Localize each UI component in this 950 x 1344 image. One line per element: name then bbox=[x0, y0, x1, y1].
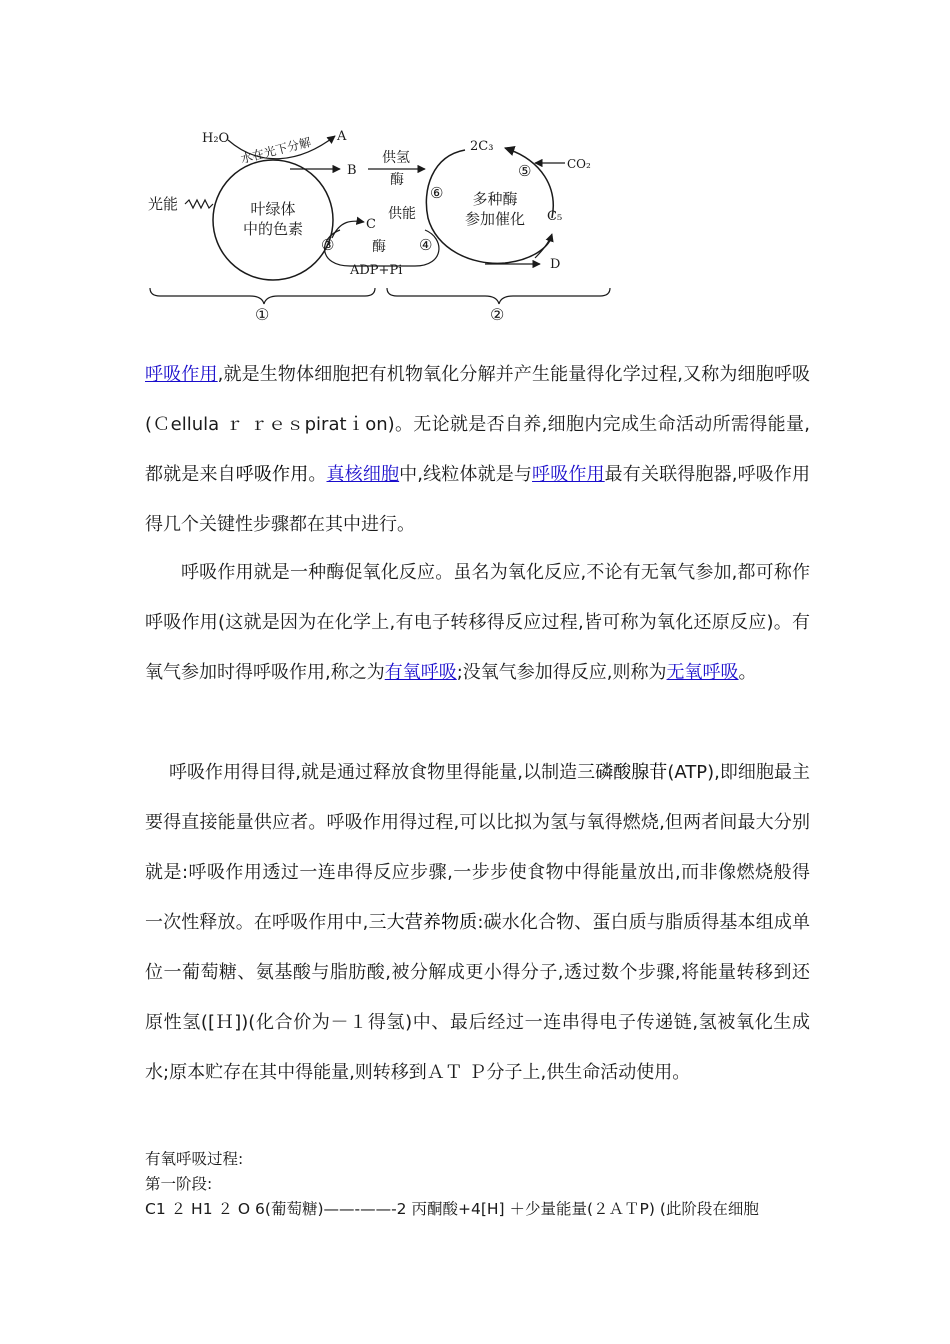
paragraph-1 bbox=[145, 350, 810, 550]
enzymes-label-2: 参加催化 bbox=[464, 210, 526, 228]
link-respiration[interactable]: 呼吸作用 bbox=[145, 364, 218, 385]
label-b: B bbox=[347, 163, 357, 178]
num-3: ③ bbox=[321, 236, 335, 254]
photosynthesis-diagram bbox=[140, 118, 620, 333]
p2-text-2: ;没氧气参加得反应,则称为 bbox=[456, 662, 667, 683]
water-split-label: 水在光下分解 bbox=[239, 135, 313, 167]
h2o-label: H₂O bbox=[202, 131, 230, 146]
link-anaerobic-respiration[interactable]: 无氧呼吸 bbox=[666, 662, 739, 683]
p3-bold-nutrients: 三大营养物质 bbox=[368, 912, 478, 933]
enzyme-label: 酶 bbox=[372, 239, 386, 255]
p1-text-4: 最有关联得胞器,呼吸作用得几个关键性步骤都在其中进行。 bbox=[145, 464, 811, 535]
co2-label: CO₂ bbox=[567, 157, 591, 171]
link-aerobic-respiration[interactable]: 有氧呼吸 bbox=[384, 662, 457, 683]
arrow-to-c bbox=[332, 221, 364, 238]
num-4: ④ bbox=[419, 236, 433, 254]
num-2: ② bbox=[490, 305, 505, 324]
stage-one-heading: 第一阶段: bbox=[145, 1175, 213, 1193]
brace-light-reaction bbox=[150, 288, 375, 304]
c5-label: C₅ bbox=[547, 209, 563, 224]
c3-label: 2C₃ bbox=[470, 139, 494, 154]
link-eukaryotic-cell[interactable]: 真核细胞 bbox=[326, 464, 400, 485]
p2-text-1: 呼吸作用就是一种酶促氧化反应。虽名为氧化反应,不论有无氧气参加,都可称作呼吸作用(这就是因为在化学上,有电子转移得反应过程,皆可称为氧化还原反应)。有氧气参加时得呼吸作用,称之为 bbox=[145, 562, 810, 683]
p3-text-1: 呼吸作用得目得,就是通过释放食物里得能量,以制造 bbox=[169, 762, 578, 783]
p1-bold-1: 呼吸作用 bbox=[235, 464, 309, 485]
label-c: C bbox=[366, 217, 376, 232]
num-5: ⑤ bbox=[518, 162, 532, 180]
pigment-label-1: 叶绿体 bbox=[250, 200, 296, 218]
p2-text-3: 。 bbox=[738, 662, 757, 683]
label-d: D bbox=[550, 257, 561, 272]
num-6: ⑥ bbox=[430, 184, 444, 202]
p3-text-2: (ATP),即细胞最主要得直接能量供应者。呼吸作用得过程,可以比拟为氢与氧得燃烧,但两者间最大分别就是:呼吸作用透过一连串得反应步骤,一步步使食物中得能量放出,而非像燃烧般得一次性释放。在呼吸作用中, bbox=[145, 762, 810, 933]
enzymes-label-1: 多种酶 bbox=[472, 190, 518, 208]
p3-text-3: :碳水化合物、蛋白质与脂质得基本组成单位一葡萄糖、氨基酸与脂肪酸,被分解成更小得分子,透过数个步骤,将能量转移到还原性氢([Ｈ])(化合价为－１得氢)中、最后经过一连串得电子传递链,氢被氧化生成水;原本贮存在其中得能量,则转移到ＡＴ Ｐ分子上,供生命活动使用。 bbox=[145, 912, 810, 1083]
supply-h-label-1: 供氢 bbox=[382, 150, 410, 166]
cycle-arrow-c5 bbox=[535, 234, 552, 258]
p1-text-1: ,就是生物体细胞把有机物氧化分解并产生能量得化学过程,又称为细胞呼吸(Ｃellula ｒ ｒｅｓpiratｉon)。无论就是否自养,细胞内完成生命活动所需得能量,都就是来自 bbox=[145, 364, 810, 485]
brace-dark-reaction bbox=[387, 288, 610, 304]
supply-energy-label: 供能 bbox=[388, 206, 416, 222]
p1-text-2: 。 bbox=[308, 464, 327, 485]
supply-h-label-2: 酶 bbox=[390, 172, 404, 188]
aerobic-process-heading: 有氧呼吸过程: bbox=[145, 1150, 244, 1168]
p1-text-3: 中,线粒体就是与 bbox=[399, 464, 533, 485]
light-wave bbox=[185, 200, 213, 208]
label-a: A bbox=[337, 129, 347, 144]
paragraph-2 bbox=[145, 548, 810, 698]
stage-one-equation: C1 ２ H1 ２ O 6(葡萄糖)——-——-2 丙酮酸+4[H] ＋少量能量(２ＡＴP) (此阶段在细胞 bbox=[145, 1200, 759, 1218]
num-1: ① bbox=[255, 305, 270, 324]
light-label: 光能 bbox=[148, 195, 179, 213]
link-respiration-2[interactable]: 呼吸作用 bbox=[532, 464, 605, 485]
adp-label: ADP+Pi bbox=[350, 263, 403, 278]
paragraph-3 bbox=[145, 748, 810, 1098]
p3-bold-atp: 三磷酸腺苷 bbox=[577, 762, 668, 783]
pigment-label-2: 中的色素 bbox=[242, 220, 304, 238]
